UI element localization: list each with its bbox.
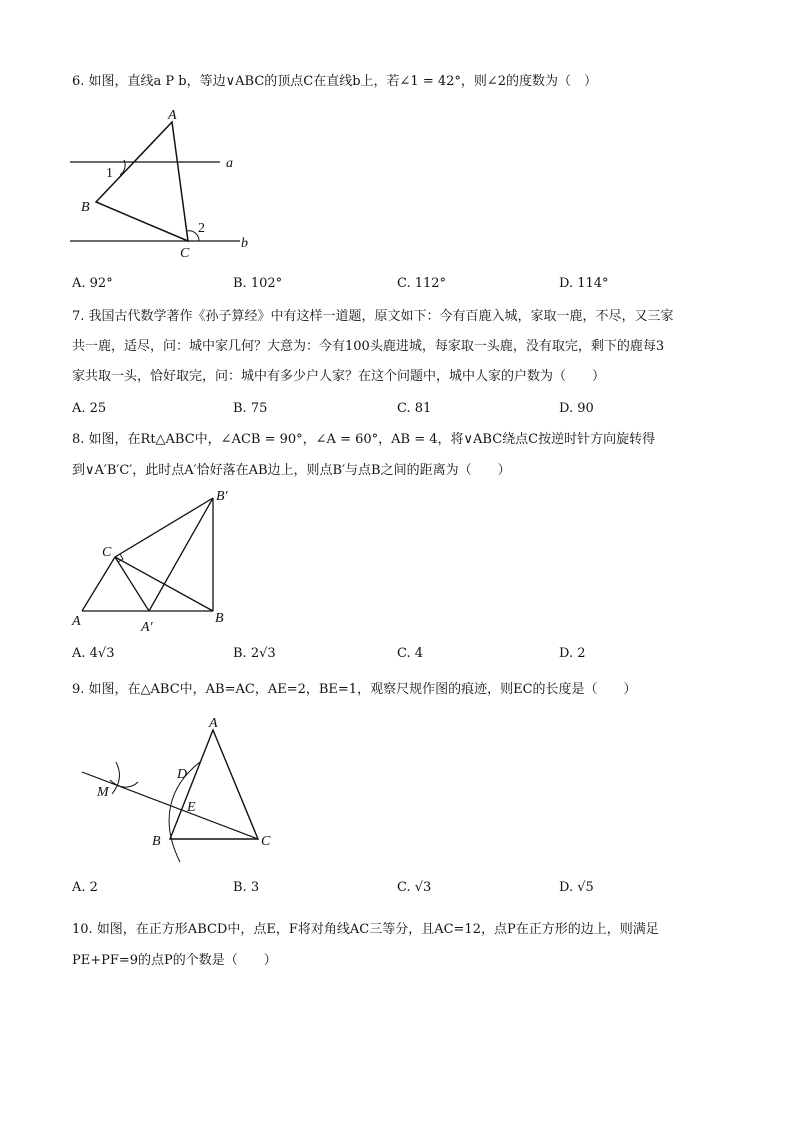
q6-angle-2: 2	[198, 221, 205, 236]
q6-option-c: C. 112°	[397, 276, 447, 291]
q8-label-B-prime: B′	[216, 489, 228, 504]
q9-option-c: C. √3	[397, 880, 432, 895]
q9-label-C: C	[261, 834, 271, 849]
q6-label-a: a	[226, 156, 233, 171]
q7-option-a: A. 25	[72, 401, 107, 416]
q8-line-1: 8. 如图，在Rt△ABC中，∠ACB = 90°，∠A = 60°，AB = 4，将∨ABC绕点C按逆时针方向旋转得	[72, 432, 656, 447]
q7-options	[72, 401, 732, 417]
q8-label-A: A	[72, 614, 81, 629]
q6-label-b: b	[241, 236, 248, 251]
q8-label-B: B	[215, 611, 224, 626]
q9-label-E: E	[187, 800, 196, 815]
q6-options	[72, 276, 732, 292]
q8-options	[72, 646, 732, 662]
q9-options	[72, 880, 732, 896]
q8-option-d: D. 2	[559, 646, 586, 661]
q8-option-a: A. 4√3	[72, 646, 115, 661]
q9-figure	[60, 712, 290, 872]
q8-option-b: B. 2√3	[233, 646, 276, 661]
q6-option-a: A. 92°	[72, 276, 113, 291]
q7-option-c: C. 81	[397, 401, 432, 416]
q6-figure	[60, 105, 260, 265]
q9-option-b: B. 3	[233, 880, 260, 895]
q8-figure	[60, 480, 260, 640]
q10-line-2: PE+PF=9的点P的个数是（ ）	[72, 953, 277, 968]
q8-label-A-prime: A′	[141, 620, 153, 635]
q7-option-d: D. 90	[559, 401, 594, 416]
q6-label-B: B	[81, 200, 90, 215]
q9-label-M: M	[97, 785, 109, 800]
q7-line-3: 家共取一头，恰好取完，问：城中有多少户人家？在这个问题中，城中人家的户数为（ ）	[72, 369, 606, 384]
q9-option-d: D. √5	[559, 880, 594, 895]
q6-label-A: A	[168, 108, 177, 123]
q9-label-A: A	[209, 716, 218, 731]
q9-label-D: D	[177, 767, 188, 782]
q8-label-C: C	[102, 545, 112, 560]
q6-option-d: D. 114°	[559, 276, 609, 291]
q6-angle-1: 1	[106, 166, 113, 181]
q9-stem: 9. 如图，在△ABC中，AB=AC，AE=2，BE=1，观察尺规作图的痕迹，则EC的长度是（ ）	[72, 682, 637, 697]
q9-label-B: B	[152, 834, 161, 849]
q10-line-1: 10. 如图，在正方形ABCD中，点E，F将对角线AC三等分，且AC=12，点P在正方形的边上，则满足	[72, 922, 659, 937]
q9-option-a: A. 2	[72, 880, 98, 895]
q7-line-2: 共一鹿，适尽，问：城中家几何？大意为：今有100头鹿进城，每家取一头鹿，没有取完，剩下的鹿每3	[72, 339, 665, 354]
q7-option-b: B. 75	[233, 401, 268, 416]
q6-label-C: C	[180, 246, 190, 261]
q7-line-1: 7. 我国古代数学著作《孙子算经》中有这样一道题，原文如下：今有百鹿入城，家取一鹿，不尽，又三家	[72, 309, 674, 324]
q8-option-c: C. 4	[397, 646, 424, 661]
q8-line-2: 到∨A′B′C′，此时点A′恰好落在AB边上，则点B′与点B之间的距离为（ ）	[72, 463, 511, 478]
q6-option-b: B. 102°	[233, 276, 283, 291]
q6-stem: 6. 如图，直线a P b，等边∨ABC的顶点C在直线b上，若∠1 = 42°，则∠2的度数为（ ）	[72, 74, 598, 89]
